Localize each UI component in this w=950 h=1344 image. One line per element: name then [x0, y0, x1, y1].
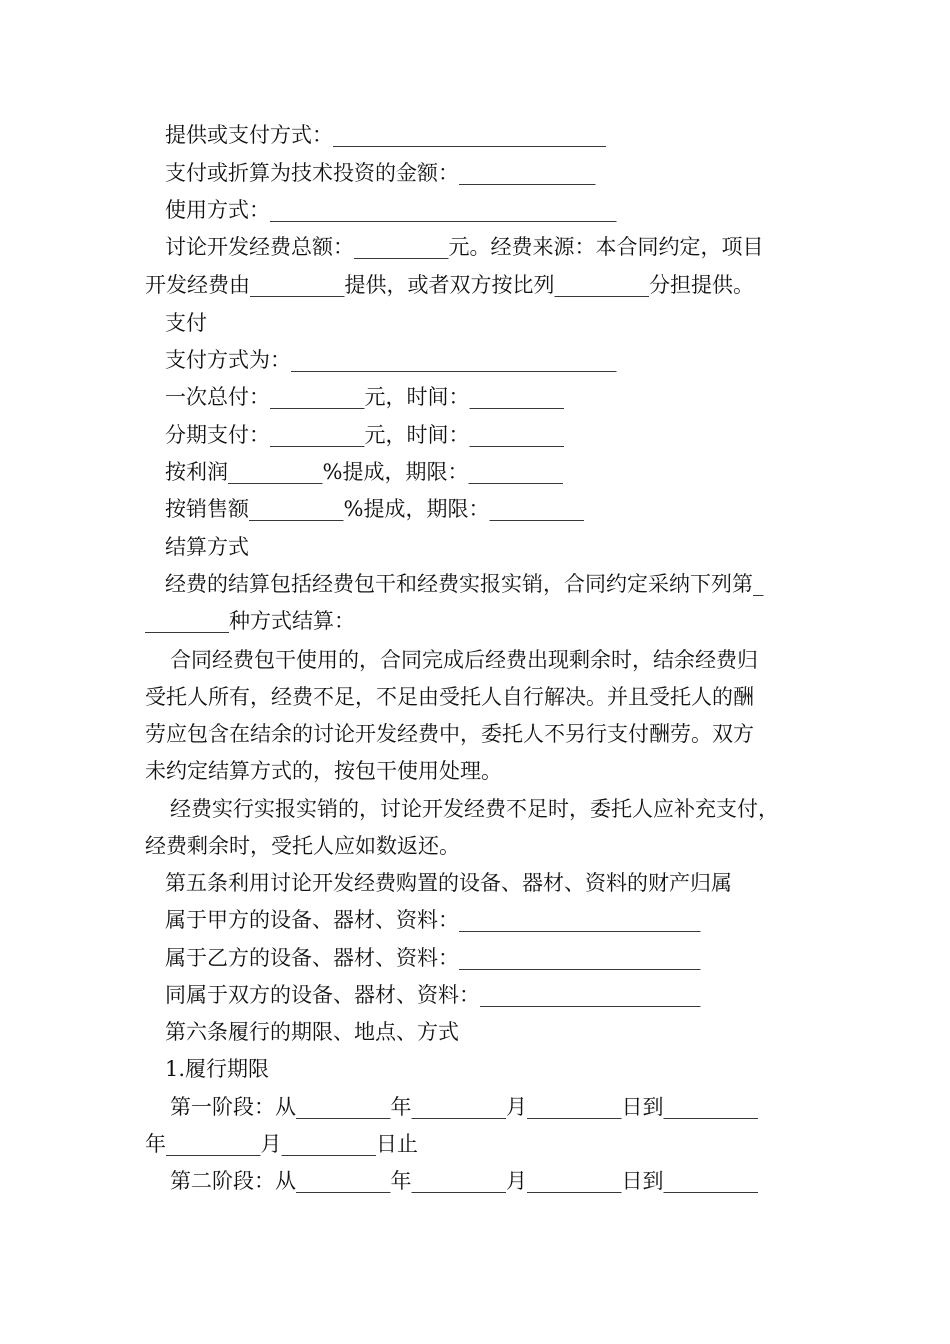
lump-sum-line: 一次总付：_________元，时间：_________: [165, 385, 564, 409]
party-a-property-line: 属于甲方的设备、器材、资料：_______________________: [165, 908, 701, 932]
lump-sum-paragraph-line-3: 劳应包含在结余的讨论开发经费中，委托人不另行支付酬劳。双方: [145, 722, 754, 746]
article-six-heading: 第六条履行的期限、地点、方式: [165, 1020, 459, 1044]
payment-method-line: 提供或支付方式：__________________________: [165, 123, 606, 147]
settlement-paragraph-line-2: ________种方式结算：: [145, 609, 355, 633]
profit-share-line: 按利润_________%提成，期限：_________: [165, 460, 563, 484]
stage-two-line-1: 第二阶段：从_________年_________月_________日到_________: [170, 1169, 758, 1193]
settlement-heading: 结算方式: [165, 535, 249, 559]
stage-one-line-2: 年_________月_________日止: [145, 1132, 418, 1156]
joint-property-line: 同属于双方的设备、器材、资料：_____________________: [165, 983, 701, 1007]
reimbursement-paragraph-line-1: 经费实行实报实销的，讨论开发经费不足时，委托人应补充支付，: [170, 797, 779, 821]
stage-one-line-1: 第一阶段：从_________年_________月_________日到_________: [170, 1095, 758, 1119]
payment-heading: 支付: [165, 311, 207, 335]
performance-period-heading: 1.履行期限: [165, 1057, 270, 1081]
party-b-property-line: 属于乙方的设备、器材、资料：_______________________: [165, 946, 701, 970]
installment-line: 分期支付：_________元，时间：_________: [165, 423, 564, 447]
lump-sum-paragraph-line-1: 合同经费包干使用的，合同完成后经费出现剩余时，结余经费归: [170, 648, 758, 672]
settlement-paragraph-line-1: 经费的结算包括经费包干和经费实报实销，合同约定采纳下列第_: [165, 572, 764, 596]
funds-total-line: 讨论开发经费总额：_________元。经费来源：本合同约定，项目: [165, 235, 764, 259]
article-five-heading: 第五条利用讨论开发经费购置的设备、器材、资料的财产归属: [165, 871, 732, 895]
usage-method-line: 使用方式：_________________________________: [165, 198, 617, 222]
lump-sum-paragraph-line-4: 未约定结算方式的，按包干使用处理。: [145, 759, 502, 783]
payment-type-line: 支付方式为：_______________________________: [165, 348, 617, 372]
funds-source-line: 开发经费由_________提供，或者双方按比列_________分担提供。: [145, 273, 754, 297]
lump-sum-paragraph-line-2: 受托人所有，经费不足，不足由受托人自行解决。并且受托人的酬: [145, 685, 754, 709]
investment-amount-line: 支付或折算为技术投资的金额：_____________: [165, 161, 596, 185]
sales-share-line: 按销售额_________%提成，期限：_________: [165, 497, 584, 521]
reimbursement-paragraph-line-2: 经费剩余时，受托人应如数返还。: [145, 834, 460, 858]
